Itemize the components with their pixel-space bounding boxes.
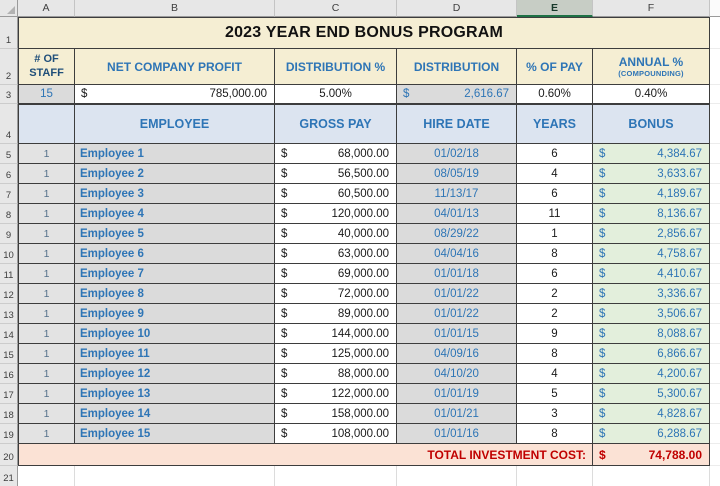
dollar-sign: $ xyxy=(81,88,88,100)
bonus-cell[interactable] xyxy=(593,204,710,224)
employee-row xyxy=(0,184,720,204)
employee-name-cell[interactable]: Employee 9 xyxy=(75,304,275,324)
hire-date-cell[interactable]: 01/01/21 xyxy=(397,404,517,424)
bonus-cell[interactable] xyxy=(593,144,710,164)
gross-pay-value: 125,000.00 xyxy=(331,347,389,360)
bonus-value: 2,856.67 xyxy=(657,227,702,240)
row-number[interactable]: 14 xyxy=(0,324,18,344)
employee-name-cell[interactable]: Employee 7 xyxy=(75,264,275,284)
gross-pay-value: 72,000.00 xyxy=(337,287,389,300)
staff-count-cell[interactable]: 1 xyxy=(18,384,75,404)
years-cell[interactable]: 9 xyxy=(517,324,593,344)
bonus-value: 4,410.67 xyxy=(657,267,702,280)
staff-header-cell[interactable]: # OF STAFF xyxy=(18,49,75,85)
dollar-sign: $ xyxy=(281,207,288,220)
hire-date-cell[interactable]: 01/01/16 xyxy=(397,424,517,444)
annual-pct-header-label: ANNUAL % xyxy=(618,55,684,69)
dollar-sign: $ xyxy=(599,227,606,240)
net-profit-cell[interactable] xyxy=(75,85,275,104)
empty-cell[interactable] xyxy=(517,466,593,486)
distribution-value: 2,616.67 xyxy=(464,88,509,100)
filler xyxy=(710,304,720,324)
hire-date-cell[interactable]: 04/01/13 xyxy=(397,204,517,224)
dollar-sign: $ xyxy=(599,287,606,300)
employee-name-cell[interactable]: Employee 10 xyxy=(75,324,275,344)
hire-date-cell[interactable]: 11/13/17 xyxy=(397,184,517,204)
hire-date-header-cell[interactable]: HIRE DATE xyxy=(397,104,517,144)
dollar-sign: $ xyxy=(599,347,606,360)
years-cell[interactable]: 2 xyxy=(517,304,593,324)
row-number-1[interactable]: 1 xyxy=(0,17,18,49)
empty-cell[interactable] xyxy=(18,466,75,486)
gross-pay-cell[interactable] xyxy=(275,304,397,324)
column-header-a[interactable]: A xyxy=(18,0,75,17)
column-header-b[interactable]: B xyxy=(75,0,275,17)
gross-pay-value: 122,000.00 xyxy=(331,387,389,400)
gross-pay-value: 158,000.00 xyxy=(331,407,389,420)
row-number[interactable]: 12 xyxy=(0,284,18,304)
filler xyxy=(710,264,720,284)
dollar-sign: $ xyxy=(281,167,288,180)
employee-header-cell[interactable]: EMPLOYEE xyxy=(75,104,275,144)
filler xyxy=(710,224,720,244)
dollar-sign: $ xyxy=(281,147,288,160)
dollar-sign: $ xyxy=(281,307,288,320)
row-number[interactable]: 16 xyxy=(0,364,18,384)
gross-pay-value: 89,000.00 xyxy=(337,307,389,320)
dollar-sign: $ xyxy=(599,267,606,280)
empty-header-cell[interactable] xyxy=(18,104,75,144)
summary-value-row xyxy=(0,85,720,104)
bonus-cell[interactable] xyxy=(593,244,710,264)
staff-count-cell[interactable]: 1 xyxy=(18,304,75,324)
row-number-4[interactable]: 4 xyxy=(0,104,18,144)
bonus-cell[interactable] xyxy=(593,324,710,344)
filler xyxy=(710,244,720,264)
employee-name-cell[interactable]: Employee 8 xyxy=(75,284,275,304)
filler xyxy=(710,284,720,304)
dollar-sign: $ xyxy=(281,187,288,200)
select-all-triangle-icon xyxy=(7,6,15,14)
hire-date-cell[interactable]: 04/04/16 xyxy=(397,244,517,264)
gross-pay-cell[interactable] xyxy=(275,204,397,224)
empty-cell[interactable] xyxy=(593,466,710,486)
employee-row xyxy=(0,344,720,364)
gross-pay-value: 144,000.00 xyxy=(331,327,389,340)
filler xyxy=(710,424,720,444)
employee-row xyxy=(0,224,720,244)
employee-row xyxy=(0,364,720,384)
dollar-sign: $ xyxy=(281,407,288,420)
staff-count-cell[interactable]: 1 xyxy=(18,364,75,384)
employee-name-cell[interactable]: Employee 1 xyxy=(75,144,275,164)
dollar-sign: $ xyxy=(281,387,288,400)
dollar-sign: $ xyxy=(599,407,606,420)
employee-row xyxy=(0,244,720,264)
total-row xyxy=(0,444,720,466)
hire-date-cell[interactable]: 01/01/15 xyxy=(397,324,517,344)
gross-pay-cell[interactable] xyxy=(275,164,397,184)
staff-count-cell[interactable]: 1 xyxy=(18,244,75,264)
row-number[interactable]: 7 xyxy=(0,184,18,204)
gross-pay-value: 68,000.00 xyxy=(337,147,389,160)
filler xyxy=(710,17,720,49)
dollar-sign: $ xyxy=(599,307,606,320)
compounding-subheader-label: (COMPOUNDING) xyxy=(618,69,684,78)
filler xyxy=(710,104,720,144)
gross-pay-value: 120,000.00 xyxy=(331,207,389,220)
hire-date-cell[interactable]: 08/29/22 xyxy=(397,224,517,244)
bonus-cell[interactable] xyxy=(593,184,710,204)
dollar-sign: $ xyxy=(281,267,288,280)
years-cell[interactable]: 4 xyxy=(517,164,593,184)
filler xyxy=(710,324,720,344)
years-cell[interactable]: 8 xyxy=(517,244,593,264)
dollar-sign: $ xyxy=(281,347,288,360)
dollar-sign: $ xyxy=(599,327,606,340)
employee-rows xyxy=(0,144,720,444)
row-number[interactable]: 10 xyxy=(0,244,18,264)
employee-name-cell[interactable]: Employee 13 xyxy=(75,384,275,404)
years-header-cell[interactable]: YEARS xyxy=(517,104,593,144)
years-cell[interactable]: 6 xyxy=(517,264,593,284)
gross-pay-header-cell[interactable]: GROSS PAY xyxy=(275,104,397,144)
employee-row xyxy=(0,144,720,164)
filler xyxy=(710,85,720,104)
bonus-cell[interactable] xyxy=(593,404,710,424)
staff-count-cell[interactable]: 15 xyxy=(18,85,75,104)
employee-row xyxy=(0,284,720,304)
distribution-pct-header-cell[interactable]: DISTRIBUTION % xyxy=(275,49,397,85)
row-number-3[interactable]: 3 xyxy=(0,85,18,104)
employee-name-cell[interactable]: Employee 6 xyxy=(75,244,275,264)
years-cell[interactable]: 5 xyxy=(517,384,593,404)
annual-pct-cell[interactable]: 0.40% xyxy=(593,85,710,104)
bonus-value: 8,088.67 xyxy=(657,327,702,340)
bonus-value: 4,828.67 xyxy=(657,407,702,420)
distribution-header-cell[interactable]: DISTRIBUTION xyxy=(397,49,517,85)
hire-date-cell[interactable]: 08/05/19 xyxy=(397,164,517,184)
bonus-value: 5,300.67 xyxy=(657,387,702,400)
gross-pay-cell[interactable] xyxy=(275,344,397,364)
hire-date-cell[interactable]: 04/10/20 xyxy=(397,364,517,384)
hire-date-cell[interactable]: 01/02/18 xyxy=(397,144,517,164)
years-cell[interactable]: 2 xyxy=(517,284,593,304)
gross-pay-value: 60,500.00 xyxy=(337,187,389,200)
bonus-cell[interactable] xyxy=(593,264,710,284)
years-cell[interactable]: 8 xyxy=(517,424,593,444)
employee-row xyxy=(0,384,720,404)
staff-count-cell[interactable]: 1 xyxy=(18,184,75,204)
bonus-value: 3,633.67 xyxy=(657,167,702,180)
years-cell[interactable]: 11 xyxy=(517,204,593,224)
hire-date-cell[interactable]: 01/01/19 xyxy=(397,384,517,404)
years-cell[interactable]: 4 xyxy=(517,364,593,384)
annual-pct-header-cell[interactable] xyxy=(593,49,710,85)
row-number[interactable]: 18 xyxy=(0,404,18,424)
row-number[interactable]: 17 xyxy=(0,384,18,404)
total-investment-value: 74,788.00 xyxy=(648,447,702,462)
gross-pay-cell[interactable] xyxy=(275,404,397,424)
employee-row xyxy=(0,404,720,424)
bonus-value: 8,136.67 xyxy=(657,207,702,220)
dollar-sign: $ xyxy=(599,447,606,462)
employee-name-cell[interactable]: Employee 12 xyxy=(75,364,275,384)
bonus-cell[interactable] xyxy=(593,284,710,304)
gross-pay-cell[interactable] xyxy=(275,264,397,284)
row-number[interactable]: 5 xyxy=(0,144,18,164)
column-header-d[interactable]: D xyxy=(397,0,517,17)
employee-row xyxy=(0,204,720,224)
filler xyxy=(710,384,720,404)
employee-row xyxy=(0,264,720,284)
staff-count-cell[interactable]: 1 xyxy=(18,404,75,424)
employee-name-cell[interactable]: Employee 11 xyxy=(75,344,275,364)
bonus-cell[interactable] xyxy=(593,424,710,444)
dollar-sign: $ xyxy=(599,147,606,160)
employee-row xyxy=(0,304,720,324)
staff-count-cell[interactable]: 1 xyxy=(18,344,75,364)
dollar-sign: $ xyxy=(599,387,606,400)
years-cell[interactable]: 1 xyxy=(517,224,593,244)
staff-count-cell[interactable]: 1 xyxy=(18,224,75,244)
dollar-sign: $ xyxy=(599,187,606,200)
employee-row xyxy=(0,164,720,184)
select-all-button[interactable] xyxy=(0,0,18,17)
filler xyxy=(710,404,720,424)
row-number[interactable]: 8 xyxy=(0,204,18,224)
bonus-value: 4,758.67 xyxy=(657,247,702,260)
row-number-2[interactable]: 2 xyxy=(0,49,18,85)
bonus-cell[interactable] xyxy=(593,224,710,244)
bonus-header-cell[interactable]: BONUS xyxy=(593,104,710,144)
total-label-cell[interactable]: TOTAL INVESTMENT COST: xyxy=(18,444,593,466)
bonus-value: 3,336.67 xyxy=(657,287,702,300)
gross-pay-cell[interactable] xyxy=(275,224,397,244)
bonus-value: 3,506.67 xyxy=(657,307,702,320)
dollar-sign: $ xyxy=(599,247,606,260)
filler xyxy=(710,204,720,224)
bonus-cell[interactable] xyxy=(593,344,710,364)
hire-date-cell[interactable]: 01/01/18 xyxy=(397,264,517,284)
row-number[interactable]: 6 xyxy=(0,164,18,184)
filler xyxy=(710,344,720,364)
staff-count-cell[interactable]: 1 xyxy=(18,144,75,164)
row-number-20[interactable]: 20 xyxy=(0,444,18,466)
bonus-value: 4,384.67 xyxy=(657,147,702,160)
dollar-sign: $ xyxy=(599,427,606,440)
column-header-row xyxy=(0,0,720,17)
row-number[interactable]: 11 xyxy=(0,264,18,284)
bonus-value: 6,866.67 xyxy=(657,347,702,360)
bonus-cell[interactable] xyxy=(593,384,710,404)
gross-pay-value: 63,000.00 xyxy=(337,247,389,260)
title-row xyxy=(0,17,720,49)
dollar-sign: $ xyxy=(281,247,288,260)
summary-header-row xyxy=(0,49,720,85)
gross-pay-value: 40,000.00 xyxy=(337,227,389,240)
staff-count-cell[interactable]: 1 xyxy=(18,424,75,444)
empty-cell[interactable] xyxy=(275,466,397,486)
table-header-row xyxy=(0,104,720,144)
bonus-cell[interactable] xyxy=(593,164,710,184)
employee-row xyxy=(0,324,720,344)
gross-pay-value: 88,000.00 xyxy=(337,367,389,380)
hire-date-cell[interactable]: 04/09/16 xyxy=(397,344,517,364)
dollar-sign: $ xyxy=(403,88,410,100)
staff-count-cell[interactable]: 1 xyxy=(18,264,75,284)
employee-name-cell[interactable]: Employee 3 xyxy=(75,184,275,204)
empty-cell[interactable] xyxy=(75,466,275,486)
filler xyxy=(710,364,720,384)
years-cell[interactable]: 6 xyxy=(517,144,593,164)
row-number[interactable]: 19 xyxy=(0,424,18,444)
column-header-c[interactable]: C xyxy=(275,0,397,17)
employee-name-cell[interactable]: Employee 4 xyxy=(75,204,275,224)
gross-pay-cell[interactable] xyxy=(275,424,397,444)
dollar-sign: $ xyxy=(281,287,288,300)
gross-pay-value: 69,000.00 xyxy=(337,267,389,280)
hire-date-cell[interactable]: 01/01/22 xyxy=(397,304,517,324)
column-header-filler xyxy=(710,0,720,17)
staff-count-cell[interactable]: 1 xyxy=(18,164,75,184)
column-header-f[interactable]: F xyxy=(593,0,710,17)
filler xyxy=(710,164,720,184)
staff-count-cell[interactable]: 1 xyxy=(18,204,75,224)
employee-name-cell[interactable]: Employee 5 xyxy=(75,224,275,244)
employee-name-cell[interactable]: Employee 15 xyxy=(75,424,275,444)
net-company-profit-header-cell[interactable]: NET COMPANY PROFIT xyxy=(75,49,275,85)
bonus-value: 4,200.67 xyxy=(657,367,702,380)
staff-count-cell[interactable]: 1 xyxy=(18,284,75,304)
net-profit-value: 785,000.00 xyxy=(209,88,267,100)
gross-pay-cell[interactable] xyxy=(275,384,397,404)
staff-count-cell[interactable]: 1 xyxy=(18,324,75,344)
row-number[interactable]: 13 xyxy=(0,304,18,324)
dollar-sign: $ xyxy=(281,227,288,240)
empty-row xyxy=(0,466,720,486)
filler xyxy=(710,184,720,204)
distribution-cell[interactable] xyxy=(397,85,517,104)
row-number[interactable]: 15 xyxy=(0,344,18,364)
row-number-21[interactable]: 21 xyxy=(0,466,18,486)
bonus-cell[interactable] xyxy=(593,304,710,324)
dollar-sign: $ xyxy=(281,367,288,380)
gross-pay-cell[interactable] xyxy=(275,324,397,344)
employee-row xyxy=(0,424,720,444)
bonus-value: 6,288.67 xyxy=(657,427,702,440)
column-header-e-selected[interactable]: E xyxy=(517,0,593,17)
bonus-cell[interactable] xyxy=(593,364,710,384)
filler xyxy=(710,466,720,486)
years-cell[interactable]: 3 xyxy=(517,404,593,424)
dollar-sign: $ xyxy=(599,167,606,180)
dollar-sign: $ xyxy=(599,367,606,380)
gross-pay-cell[interactable] xyxy=(275,284,397,304)
row-number[interactable]: 9 xyxy=(0,224,18,244)
gross-pay-cell[interactable] xyxy=(275,144,397,164)
hire-date-cell[interactable]: 01/01/22 xyxy=(397,284,517,304)
dollar-sign: $ xyxy=(281,427,288,440)
gross-pay-cell[interactable] xyxy=(275,364,397,384)
total-value-cell[interactable] xyxy=(593,444,710,466)
filler xyxy=(710,444,720,466)
gross-pay-value: 108,000.00 xyxy=(331,427,389,440)
years-cell[interactable]: 8 xyxy=(517,344,593,364)
filler xyxy=(710,144,720,164)
gross-pay-value: 56,500.00 xyxy=(337,167,389,180)
pct-of-pay-header-cell[interactable]: % OF PAY xyxy=(517,49,593,85)
gross-pay-cell[interactable] xyxy=(275,244,397,264)
bonus-value: 4,189.67 xyxy=(657,187,702,200)
years-cell[interactable]: 6 xyxy=(517,184,593,204)
gross-pay-cell[interactable] xyxy=(275,184,397,204)
empty-cell[interactable] xyxy=(397,466,517,486)
employee-name-cell[interactable]: Employee 2 xyxy=(75,164,275,184)
distribution-pct-cell[interactable]: 5.00% xyxy=(275,85,397,104)
pct-of-pay-cell[interactable]: 0.60% xyxy=(517,85,593,104)
dollar-sign: $ xyxy=(281,327,288,340)
title-cell[interactable]: 2023 YEAR END BONUS PROGRAM xyxy=(18,17,710,49)
filler xyxy=(710,49,720,85)
employee-name-cell[interactable]: Employee 14 xyxy=(75,404,275,424)
dollar-sign: $ xyxy=(599,207,606,220)
